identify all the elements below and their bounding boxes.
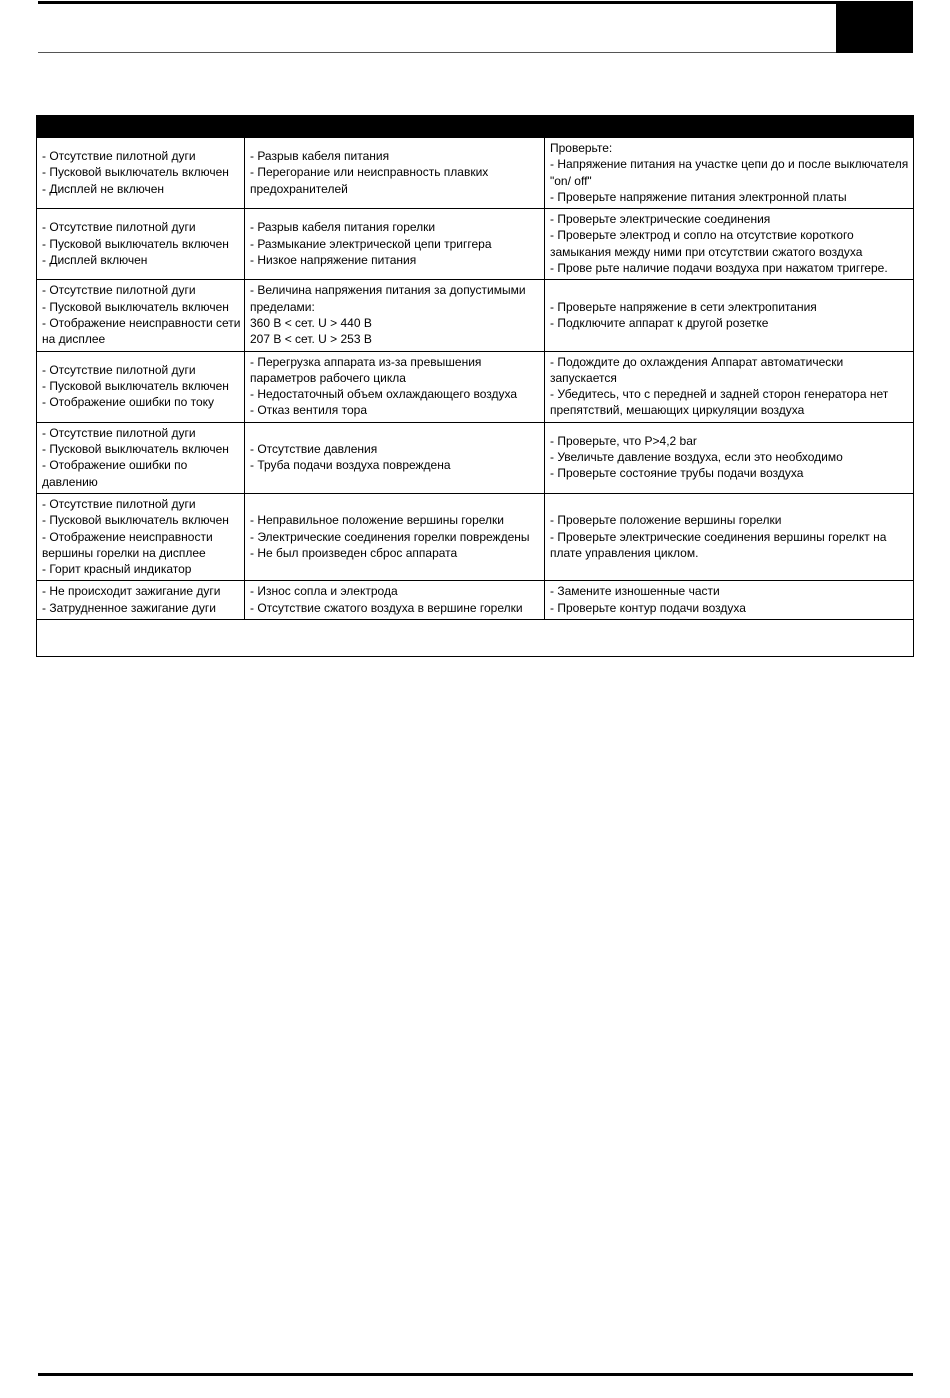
table-row <box>37 422 914 493</box>
fault-cell: - Не происходит зажигание дуги - Затрудненное зажигание дуги <box>37 581 245 620</box>
header-cell-fault <box>37 116 245 138</box>
cause-cell: - Отсутствие давления - Труба подачи воздуха повреждена <box>245 422 545 493</box>
table-row <box>37 581 914 620</box>
header-cell-cause <box>245 116 545 138</box>
table-footer-note <box>37 620 914 657</box>
remedy-cell: - Проверьте напряжение в сети электропитания - Подключите аппарат к другой розетке <box>545 280 914 351</box>
table-row <box>37 280 914 351</box>
fault-cell: - Отсутствие пилотной дуги - Пусковой выключатель включен - Дисплей не включен <box>37 138 245 209</box>
header-rule <box>38 52 838 53</box>
top-rule <box>38 1 913 4</box>
cause-cell: - Разрыв кабеля питания горелки - Размыкание электрической цепи триггера - Низкое напряжение питания <box>245 209 545 280</box>
cause-cell: - Разрыв кабеля питания - Перегорание или неисправность плавких предохранителей <box>245 138 545 209</box>
page-corner-tab <box>836 4 913 53</box>
header-cell-remedy <box>545 116 914 138</box>
troubleshooting-table-wrapper <box>36 115 913 657</box>
remedy-cell: - Проверьте положение вершины горелки - Проверьте электрические соединения вершины горелкт на плате управления циклом. <box>545 493 914 580</box>
cause-cell: - Износ сопла и электрода - Отсутствие сжатого воздуха в вершине горелки <box>245 581 545 620</box>
cause-cell: - Величина напряжения питания за допустимыми пределами: 360 В < сет. U > 440 В 207 В < сет. U > 253 В <box>245 280 545 351</box>
remedy-cell: - Проверьте, что P>4,2 bar - Увеличьте давление воздуха, если это необходимо - Проверьте состояние трубы подачи воздуха <box>545 422 914 493</box>
remedy-cell: - Подождите до охлаждения Аппарат автоматически запускается - Убедитесь, что с передней и задней сторон генератора нет препятствий, мешающих циркуляции воздуха <box>545 351 914 422</box>
table-row <box>37 209 914 280</box>
fault-cell: - Отсутствие пилотной дуги - Пусковой выключатель включен - Отображение неисправности сети на дисплее <box>37 280 245 351</box>
remedy-cell: Проверьте: - Напряжение питания на участке цепи до и после выключателя "on/ off" - Проверьте напряжение питания электронной платы <box>545 138 914 209</box>
cause-cell: - Перегрузка аппарата из-за превышения параметров рабочего цикла - Недостаточный объем охлаждающего воздуха - Отказ вентиля тора <box>245 351 545 422</box>
fault-cell: - Отсутствие пилотной дуги - Пусковой выключатель включен - Дисплей включен <box>37 209 245 280</box>
table-row <box>37 351 914 422</box>
remedy-cell: - Проверьте электрические соединения - Проверьте электрод и сопло на отсутствие короткого замыкания между ними при отсутствии сжатого воздуха - Прове рьте наличие подачи воздуха при нажатом триггере. <box>545 209 914 280</box>
table-row <box>37 138 914 209</box>
table-header-row <box>37 116 914 138</box>
remedy-cell: - Замените изношенные части - Проверьте контур подачи воздуха <box>545 581 914 620</box>
table-row <box>37 493 914 580</box>
fault-cell: - Отсутствие пилотной дуги - Пусковой выключатель включен - Отображение ошибки по давлению <box>37 422 245 493</box>
troubleshooting-table <box>36 115 914 657</box>
table-footer-row <box>37 620 914 657</box>
bottom-rule <box>38 1373 913 1376</box>
cause-cell: - Неправильное положение вершины горелки - Электрические соединения горелки повреждены - Не был произведен сброс аппарата <box>245 493 545 580</box>
fault-cell: - Отсутствие пилотной дуги - Пусковой выключатель включен - Отображение неисправности вершины горелки на дисплее - Горит красный индикатор <box>37 493 245 580</box>
fault-cell: - Отсутствие пилотной дуги - Пусковой выключатель включен - Отображение ошибки по току <box>37 351 245 422</box>
